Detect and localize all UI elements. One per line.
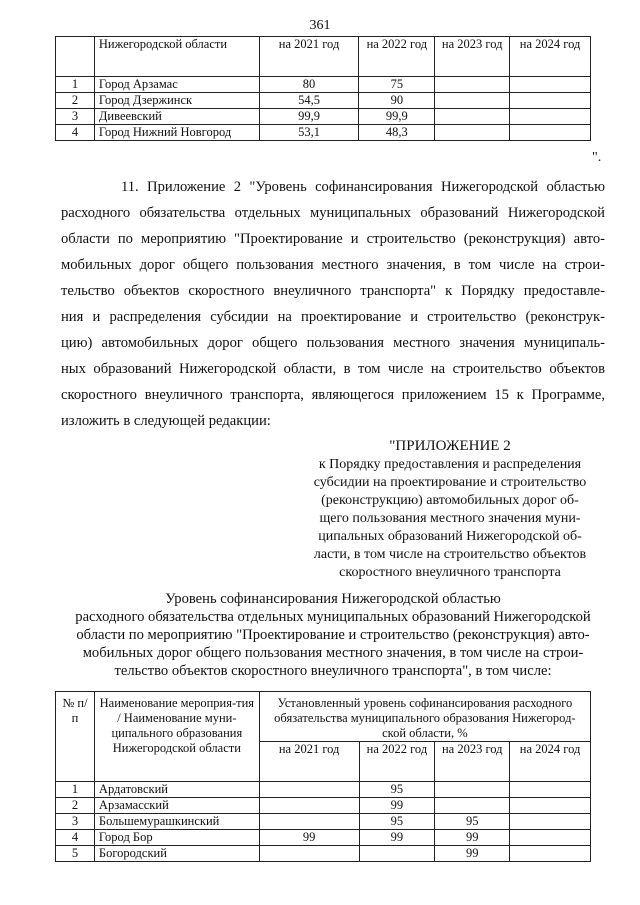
row-value: 90 [359, 93, 435, 109]
row-number: 5 [56, 846, 95, 862]
paragraph-line: скоростного внеуличного транспорта, являющегося приложением 15 к Программе, [61, 387, 605, 403]
top-table-header [56, 37, 591, 77]
row-value: 95 [359, 782, 435, 798]
row-value: 75 [359, 77, 435, 93]
row-value [435, 93, 510, 109]
table-row [56, 782, 591, 798]
annex-line: (реконструкцию) автомобильных дорог об- [321, 493, 579, 508]
row-name: Город Бор [94, 830, 259, 846]
closing-quote-mark: ". [592, 150, 602, 165]
row-value: 99 [435, 846, 510, 862]
row-value [510, 109, 591, 125]
top-header-cell [56, 37, 95, 77]
row-name: Арзамасский [94, 798, 259, 814]
table-row [56, 93, 591, 109]
row-value [435, 109, 510, 125]
row-value [259, 782, 359, 798]
annex-line: субсидии на проектирование и строительство [313, 475, 587, 490]
table-header-row [56, 692, 591, 742]
row-value [259, 814, 359, 830]
annex-line: ласти, в том числе на строительство объектов [313, 547, 587, 562]
header-number: № п/п [56, 692, 95, 782]
row-value: 53,1 [259, 125, 359, 141]
table-row [56, 814, 591, 830]
row-value: 99 [435, 830, 510, 846]
table-row [56, 125, 591, 141]
row-value [510, 798, 591, 814]
annex-line: скоростного внеуличного транспорта [339, 565, 561, 580]
header-year: на 2024 год [510, 742, 591, 782]
row-name: Город Арзамас [94, 77, 259, 93]
header-year: на 2023 год [435, 742, 510, 782]
row-value [510, 846, 591, 862]
top-header-cell: на 2022 год [359, 37, 435, 77]
annex-line: щего пользования местного значения муни- [319, 511, 581, 526]
header-year: на 2021 год [259, 742, 359, 782]
table-row [56, 798, 591, 814]
row-value: 99 [359, 798, 435, 814]
row-value [435, 782, 510, 798]
row-value: 54,5 [259, 93, 359, 109]
row-value [510, 830, 591, 846]
table-row [56, 77, 591, 93]
row-value [510, 125, 591, 141]
paragraph-line: изложить в следующей редакции: [61, 413, 271, 429]
paragraph-11 [61, 174, 605, 434]
row-name: Ардатовский [94, 782, 259, 798]
row-value: 99 [359, 830, 435, 846]
row-name: Большемурашкинский [94, 814, 259, 830]
row-value [359, 846, 435, 862]
row-name: Город Дзержинск [94, 93, 259, 109]
row-number: 2 [56, 93, 95, 109]
row-value [259, 846, 359, 862]
paragraph-line: мобильных дорог общего пользования местного значения, в том числе на строи- [61, 257, 605, 273]
row-number: 1 [56, 77, 95, 93]
top-header-cell: на 2024 год [510, 37, 591, 77]
top-header-cell: на 2021 год [259, 37, 359, 77]
title-line: тельство объектов скоростного внеуличного транспорта", в том числе: [114, 663, 552, 679]
row-name: Город Нижний Новгород [94, 125, 259, 141]
table-row [56, 846, 591, 862]
row-number: 2 [56, 798, 95, 814]
row-value [510, 814, 591, 830]
row-value [510, 77, 591, 93]
top-header-cell: на 2023 год [435, 37, 510, 77]
annex-line: ципальных образований Нижегородской об- [318, 529, 582, 544]
header-name: Наименование мероприя-тия / Наименование муни-ципального образования Нижегородской области [94, 692, 259, 782]
paragraph-line: ных образований Нижегородской области, в том числе на строительство объектов [61, 361, 605, 377]
page-number: 361 [309, 18, 331, 33]
row-value: 99,9 [359, 109, 435, 125]
row-value [435, 125, 510, 141]
row-value: 99 [259, 830, 359, 846]
row-value [435, 798, 510, 814]
row-value [510, 93, 591, 109]
row-value [435, 77, 510, 93]
row-value [510, 782, 591, 798]
annex-title: "ПРИЛОЖЕНИЕ 2 [389, 438, 511, 454]
document-title [61, 590, 605, 680]
header-cofinancing-level: Установленный уровень софинансирования расходного обязательства муниципального образования Нижегород-ской области, % [259, 692, 590, 742]
paragraph-line: цию) автомобильных дорог общего пользования местного значения муниципаль- [61, 335, 605, 351]
row-value: 48,3 [359, 125, 435, 141]
row-number: 3 [56, 814, 95, 830]
table-row [56, 109, 591, 125]
row-number: 3 [56, 109, 95, 125]
title-line: расходного обязательства отдельных муниципальных образований Нижегородской [75, 609, 591, 625]
paragraph-line: тельство объектов скоростного внеуличного транспорта" к Порядку предоставле- [61, 283, 605, 299]
row-value: 95 [359, 814, 435, 830]
paragraph-line: расходного обязательства отдельных муниципальных образований Нижегородской [61, 205, 605, 221]
annex-line: к Порядку предоставления и распределения [318, 457, 582, 472]
annex-subtitle [300, 456, 600, 582]
row-value [259, 798, 359, 814]
row-number: 4 [56, 125, 95, 141]
top-header-cell: Нижегородской области [94, 37, 259, 77]
row-value: 80 [259, 77, 359, 93]
row-value: 99,9 [259, 109, 359, 125]
row-number: 4 [56, 830, 95, 846]
table-row [56, 830, 591, 846]
paragraph-line: ния и распределения субсидии на проектирование и строительство (реконструк- [61, 309, 605, 325]
row-value: 95 [435, 814, 510, 830]
header-year: на 2022 год [359, 742, 435, 782]
paragraph-line: области по мероприятию "Проектирование и строительство (реконструкция) авто- [61, 231, 605, 247]
row-number: 1 [56, 782, 95, 798]
top-table [55, 36, 591, 141]
row-name: Богородский [94, 846, 259, 862]
title-line: области по мероприятию "Проектирование и строительство (реконструкция) авто- [76, 627, 590, 643]
title-line: Уровень софинансирования Нижегородской областью [165, 591, 501, 607]
cofinancing-table [55, 691, 591, 862]
row-name: Дивеевский [94, 109, 259, 125]
title-line: мобильных дорог общего пользования местного значения, в том числе на строи- [82, 645, 584, 661]
paragraph-line: 11. Приложение 2 "Уровень софинансирования Нижегородской областью [121, 179, 605, 195]
